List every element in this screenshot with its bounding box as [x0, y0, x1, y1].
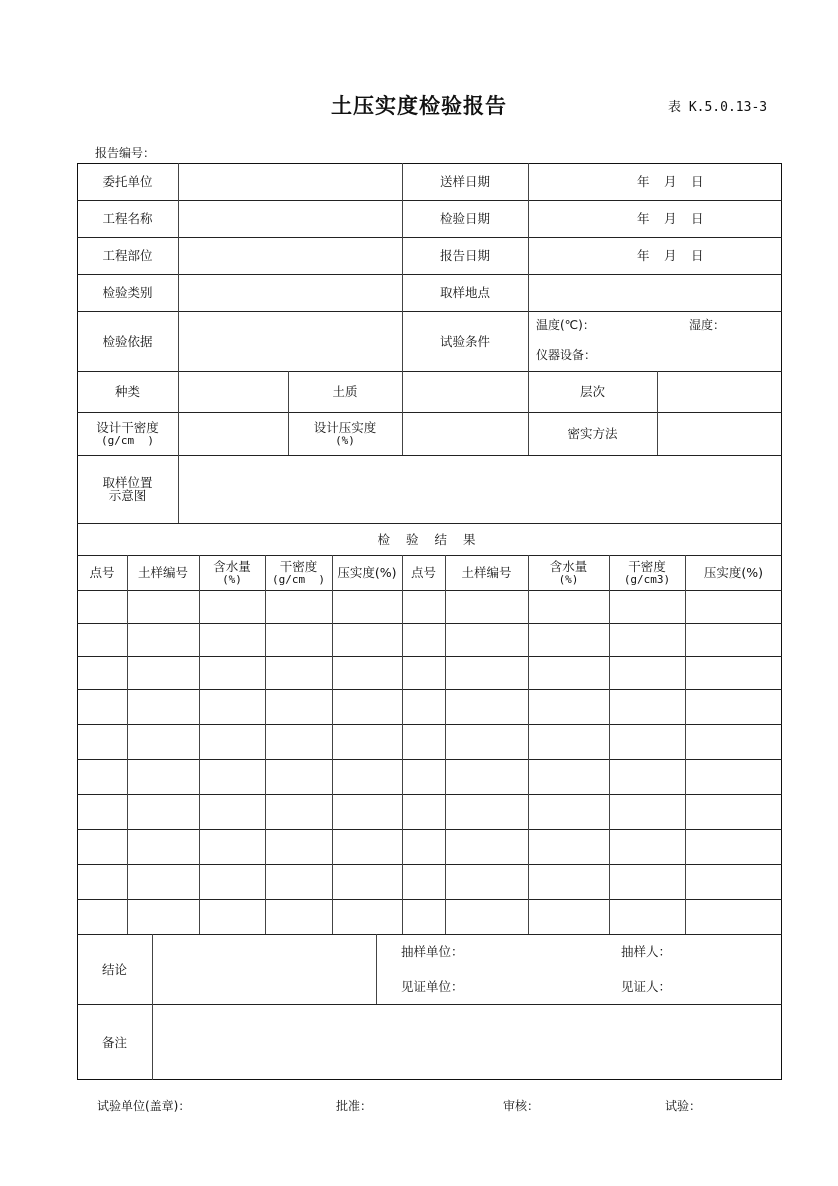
column-header-text: 土样编号: [461, 565, 512, 580]
result-cell[interactable]: [445, 864, 528, 899]
grid-line: [77, 311, 782, 312]
label-report-date: 报告日期: [439, 248, 490, 263]
result-cell[interactable]: [609, 794, 685, 829]
result-cell[interactable]: [445, 656, 528, 689]
result-cell[interactable]: [77, 689, 127, 724]
result-cell[interactable]: [199, 759, 265, 794]
label-layer: 层次: [579, 384, 605, 399]
label-project-name: 工程名称: [102, 211, 153, 226]
day-label: 日: [691, 248, 704, 263]
result-cell[interactable]: [77, 759, 127, 794]
grid-line: [77, 274, 782, 275]
result-cell[interactable]: [127, 829, 199, 864]
form-number: 表 K.5.0.13-3: [668, 100, 768, 115]
day-label: 日: [691, 174, 704, 189]
result-cell[interactable]: [609, 829, 685, 864]
result-cell[interactable]: [609, 689, 685, 724]
result-cell[interactable]: [199, 794, 265, 829]
result-cell[interactable]: [609, 899, 685, 934]
result-cell[interactable]: [127, 724, 199, 759]
month-label: 月: [664, 248, 677, 263]
result-cell[interactable]: [445, 590, 528, 623]
label-test-date: 检验日期: [439, 211, 490, 226]
result-cell[interactable]: [402, 829, 445, 864]
grid-line: [77, 371, 782, 372]
results-column-header: [402, 555, 445, 590]
grid-line: [152, 934, 153, 1080]
result-cell[interactable]: [685, 794, 782, 829]
grid-line: [77, 237, 782, 238]
result-cell[interactable]: [265, 656, 332, 689]
grid-line: [657, 371, 658, 455]
sample-position-line1: 取样位置: [102, 475, 153, 490]
result-cell[interactable]: [199, 623, 265, 656]
footer-approve: 批准：: [336, 1099, 373, 1113]
month-label: 月: [664, 211, 677, 226]
results-column-header: [445, 555, 528, 590]
result-cell[interactable]: [402, 623, 445, 656]
result-cell[interactable]: [528, 899, 609, 934]
result-cell[interactable]: [685, 656, 782, 689]
results-column-header: [332, 555, 402, 590]
grid-line: [77, 623, 782, 624]
column-header-text: 含水量: [549, 558, 588, 574]
result-cell[interactable]: [685, 864, 782, 899]
results-column-header: [199, 555, 265, 590]
footer-review: 审核：: [503, 1099, 540, 1113]
result-cell[interactable]: [402, 590, 445, 623]
result-cell[interactable]: [685, 689, 782, 724]
result-cell[interactable]: [445, 623, 528, 656]
result-cell[interactable]: [528, 794, 609, 829]
label-send-date: 送样日期: [439, 174, 490, 189]
result-cell[interactable]: [127, 689, 199, 724]
result-cell[interactable]: [332, 623, 402, 656]
result-cell[interactable]: [528, 864, 609, 899]
result-cell[interactable]: [265, 759, 332, 794]
grid-line: [77, 724, 782, 725]
day-label: 日: [691, 211, 704, 226]
result-cell[interactable]: [77, 899, 127, 934]
test-date-value[interactable]: [528, 200, 782, 237]
grid-line: [77, 689, 782, 690]
result-cell[interactable]: [77, 864, 127, 899]
result-cell[interactable]: [685, 829, 782, 864]
year-label: 年: [637, 174, 650, 189]
result-cell[interactable]: [528, 829, 609, 864]
grid-line: [77, 656, 782, 657]
label-soil-quality: 土质: [332, 384, 358, 399]
result-cell[interactable]: [402, 899, 445, 934]
result-cell[interactable]: [528, 623, 609, 656]
grid-line: [77, 759, 782, 760]
report-date-value[interactable]: [528, 237, 782, 274]
result-cell[interactable]: [685, 759, 782, 794]
column-header-text: 含水量: [213, 558, 251, 574]
label-design-density: [77, 412, 178, 455]
result-cell[interactable]: [685, 899, 782, 934]
result-cell[interactable]: [609, 759, 685, 794]
result-cell[interactable]: [199, 829, 265, 864]
result-cell[interactable]: [528, 689, 609, 724]
result-cell[interactable]: [445, 689, 528, 724]
grid-line: [685, 555, 686, 934]
column-header-unit: (%): [558, 572, 579, 586]
grid-line: [77, 899, 782, 900]
grid-line: [77, 794, 782, 795]
result-cell[interactable]: [127, 864, 199, 899]
grid-line: [178, 455, 179, 523]
witness-label: 见证人：: [621, 978, 672, 994]
grid-line: [77, 412, 782, 413]
result-cell[interactable]: [332, 689, 402, 724]
design-density-text: 设计干密度: [96, 419, 159, 435]
temperature-label: 温度(℃)：: [536, 317, 595, 332]
label-kind: 种类: [114, 384, 140, 399]
column-header-text: 压实度(%): [703, 565, 764, 580]
grid-line: [528, 555, 529, 934]
result-cell[interactable]: [77, 724, 127, 759]
equipment-label: 仪器设备：: [536, 347, 597, 362]
design-compaction-unit: (%): [335, 433, 355, 447]
grid-line: [376, 934, 377, 1004]
result-cell[interactable]: [609, 864, 685, 899]
label-test-type: 检验类别: [102, 285, 153, 300]
label-project-part: 工程部位: [102, 248, 153, 263]
footer-test-unit: 试验单位(盖章)：: [97, 1099, 191, 1113]
column-header-text: 点号: [89, 565, 115, 580]
result-cell[interactable]: [265, 724, 332, 759]
result-cell[interactable]: [265, 829, 332, 864]
grid-line: [402, 371, 403, 455]
results-column-header: [609, 555, 685, 590]
sampler-label: 抽样人：: [621, 943, 672, 959]
column-header-unit: (g/cm3): [623, 572, 671, 586]
result-cell[interactable]: [199, 864, 265, 899]
grid-line: [199, 555, 200, 934]
result-cell[interactable]: [445, 794, 528, 829]
result-cell[interactable]: [127, 590, 199, 623]
label-test-basis: 检验依据: [102, 333, 153, 349]
result-cell[interactable]: [265, 689, 332, 724]
column-header-text: 点号: [410, 565, 436, 580]
label-sample-site: 取样地点: [439, 285, 490, 300]
grid-line: [77, 1004, 782, 1005]
year-label: 年: [637, 248, 650, 263]
result-cell[interactable]: [332, 794, 402, 829]
year-label: 年: [637, 211, 650, 226]
label-conclusion: 结论: [101, 961, 127, 977]
result-cell[interactable]: [445, 724, 528, 759]
grid-line: [127, 555, 128, 934]
send-date-value[interactable]: [528, 163, 782, 200]
result-cell[interactable]: [609, 724, 685, 759]
column-header-text: 压实度(%): [337, 565, 397, 580]
grid-line: [77, 829, 782, 830]
result-cell[interactable]: [402, 864, 445, 899]
label-remarks: 备注: [101, 1034, 127, 1050]
grid-line: [402, 163, 403, 371]
result-cell[interactable]: [528, 759, 609, 794]
report-table: [77, 163, 782, 1080]
grid-line: [77, 200, 782, 201]
result-cell[interactable]: [332, 759, 402, 794]
result-cell[interactable]: [609, 590, 685, 623]
result-cell[interactable]: [332, 829, 402, 864]
result-cell[interactable]: [332, 724, 402, 759]
result-cell[interactable]: [127, 623, 199, 656]
grid-line: [178, 163, 179, 371]
result-cell[interactable]: [332, 590, 402, 623]
results-column-header: [265, 555, 332, 590]
column-header-unit: (g/cm ): [272, 572, 325, 586]
result-cell[interactable]: [445, 829, 528, 864]
result-cell[interactable]: [127, 656, 199, 689]
grid-line: [402, 555, 403, 934]
grid-line: [77, 523, 782, 524]
grid-line: [77, 555, 782, 556]
label-design-compaction: [288, 412, 402, 455]
result-cell[interactable]: [127, 794, 199, 829]
result-cell[interactable]: [77, 656, 127, 689]
result-cell[interactable]: [77, 829, 127, 864]
column-header-unit: (%): [222, 572, 242, 586]
result-cell[interactable]: [402, 794, 445, 829]
grid-line: [288, 371, 289, 455]
result-cell[interactable]: [609, 623, 685, 656]
result-cell[interactable]: [77, 623, 127, 656]
grid-line: [77, 934, 782, 935]
grid-line: [528, 371, 529, 455]
result-cell[interactable]: [265, 590, 332, 623]
column-header-text: 土样编号: [137, 565, 188, 580]
result-cell[interactable]: [265, 864, 332, 899]
result-cell[interactable]: [199, 724, 265, 759]
result-cell[interactable]: [77, 794, 127, 829]
result-cell[interactable]: [265, 623, 332, 656]
label-compaction-method: 密实方法: [567, 426, 618, 441]
grid-line: [332, 555, 333, 934]
report-number-label: 报告编号：: [95, 146, 156, 160]
result-cell[interactable]: [685, 590, 782, 623]
label-sample-position: [77, 455, 178, 523]
grid-line: [77, 455, 782, 456]
results-column-header: [127, 555, 199, 590]
result-cell[interactable]: [332, 656, 402, 689]
results-column-header: [685, 555, 782, 590]
results-title: 检 验 结 果: [377, 531, 482, 547]
result-cell[interactable]: [127, 899, 199, 934]
design-compaction-text: 设计压实度: [313, 419, 377, 435]
month-label: 月: [664, 174, 677, 189]
humidity-label: 湿度：: [689, 317, 726, 332]
result-cell[interactable]: [127, 759, 199, 794]
result-cell[interactable]: [685, 724, 782, 759]
column-header-text: 干密度: [279, 558, 318, 574]
grid-line: [77, 864, 782, 865]
result-cell[interactable]: [199, 590, 265, 623]
column-header-text: 干密度: [628, 558, 666, 574]
label-test-condition: 试验条件: [439, 333, 490, 349]
result-cell[interactable]: [199, 899, 265, 934]
label-client: 委托单位: [102, 174, 153, 189]
grid-line: [609, 555, 610, 934]
witness-unit-label: 见证单位：: [401, 978, 464, 994]
result-cell[interactable]: [332, 864, 402, 899]
result-cell[interactable]: [199, 656, 265, 689]
result-cell[interactable]: [685, 623, 782, 656]
result-cell[interactable]: [332, 899, 402, 934]
result-cell[interactable]: [402, 759, 445, 794]
results-column-header: [77, 555, 127, 590]
grid-line: [77, 590, 782, 591]
grid-line: [445, 555, 446, 934]
results-column-header: [528, 555, 609, 590]
result-cell[interactable]: [402, 724, 445, 759]
page-title: 土压实度检验报告: [331, 94, 507, 118]
sample-position-line2: 示意图: [108, 488, 147, 503]
design-density-unit: (g/cm ): [101, 433, 154, 447]
grid-line: [178, 371, 179, 455]
result-cell[interactable]: [402, 689, 445, 724]
sampling-unit-label: 抽样单位：: [401, 943, 464, 959]
grid-line: [265, 555, 266, 934]
result-cell[interactable]: [445, 759, 528, 794]
result-cell[interactable]: [265, 899, 332, 934]
result-cell[interactable]: [528, 656, 609, 689]
result-cell[interactable]: [402, 656, 445, 689]
result-cell[interactable]: [609, 656, 685, 689]
grid-line: [528, 163, 529, 371]
result-cell[interactable]: [265, 794, 332, 829]
footer-test: 试验：: [665, 1099, 702, 1113]
result-cell[interactable]: [445, 899, 528, 934]
result-cell[interactable]: [528, 724, 609, 759]
result-cell[interactable]: [199, 689, 265, 724]
result-cell[interactable]: [77, 590, 127, 623]
result-cell[interactable]: [528, 590, 609, 623]
